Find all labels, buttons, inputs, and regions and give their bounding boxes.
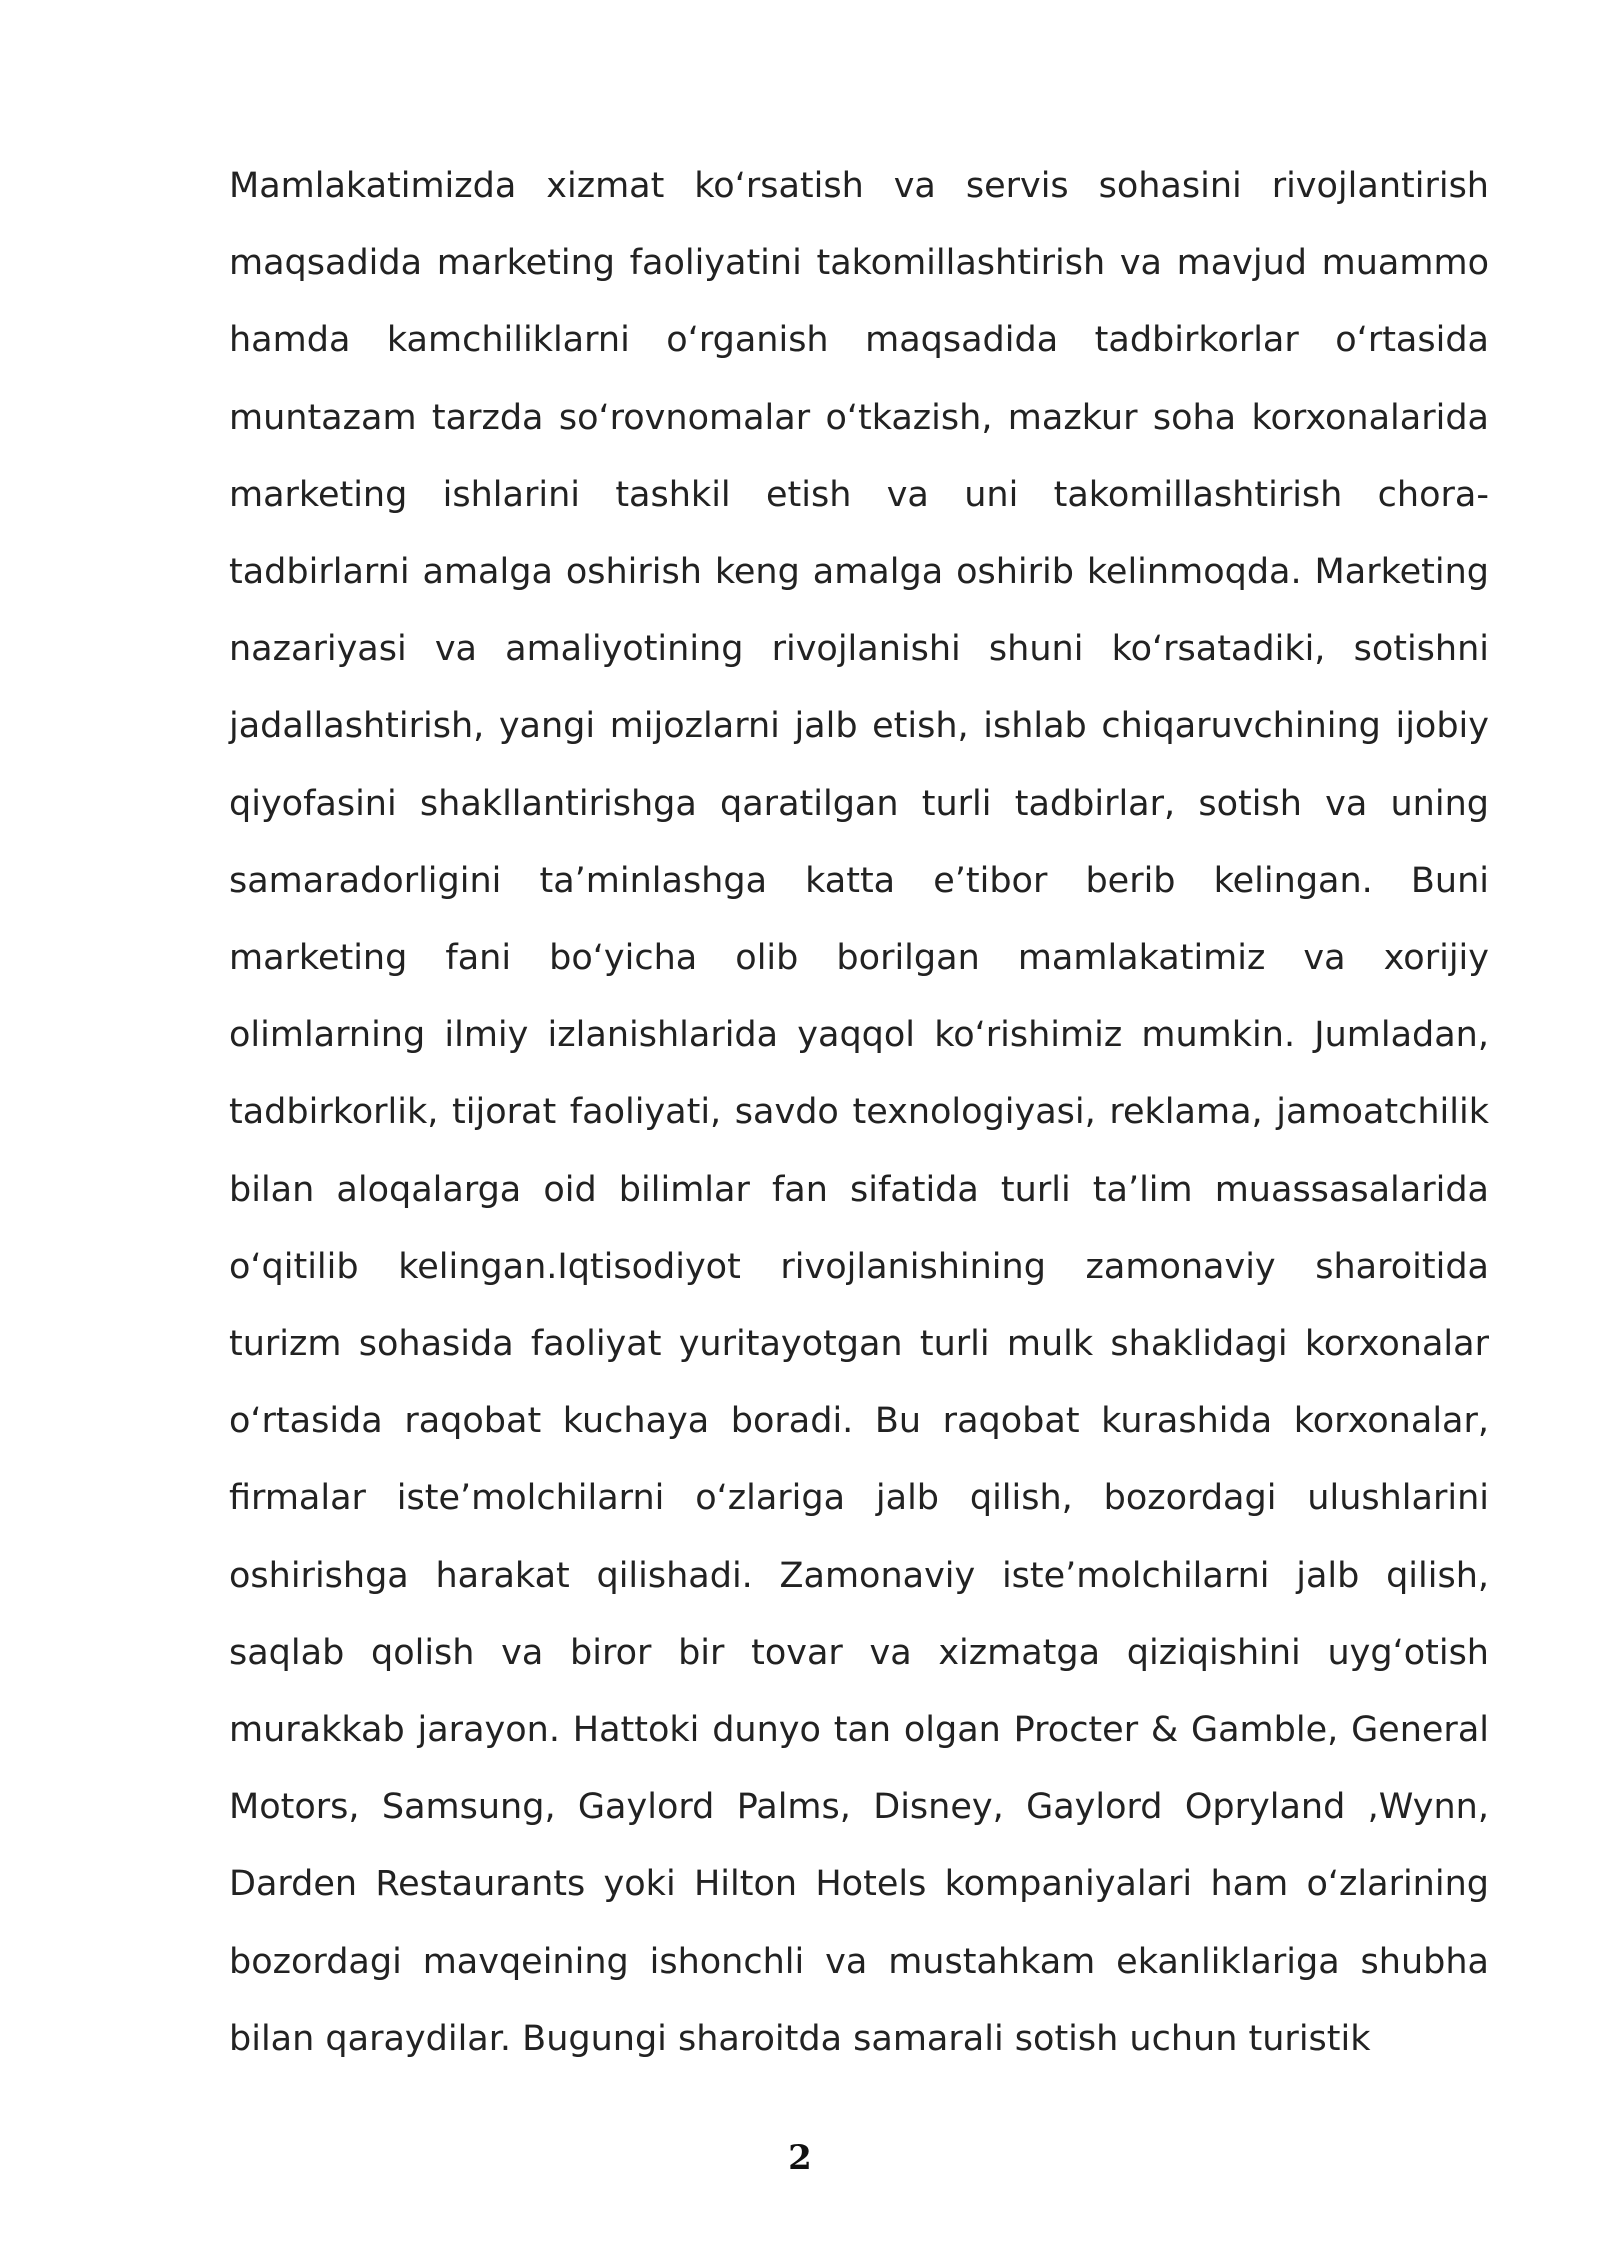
body-paragraph: Mamlakatimizda xizmat ko‘rsatish va servis sohasini rivojlantirish maqsadida marketing faoliyatini takomillashtirish va mavjud muammo hamda kamchiliklarni o‘rganish maqsadida tadbirkorlar o‘rtasida muntazam tarzda so‘rovnomalar o‘tkazish, mazkur soha korxonalarida marketing ishlarini tashkil etish va uni takomillashtirish chora-tadbirlarni amalga oshirish keng amalga oshirib kelinmoqda. Marketing nazariyasi va amaliyotining rivojlanishi shuni ko‘rsatadiki, sotishni jadallashtirish, yangi mijozlarni jalb etish, ishlab chiqaruvchining ijobiy qiyofasini shakllantirishga qaratilgan turli tadbirlar, sotish va uning samaradorligini ta’minlashga katta e’tibor berib kelingan. Buni marketing fani bo‘yicha olib borilgan mamlakatimiz va xorijiy olimlarning ilmiy izlanishlarida yaqqol ko‘rishimiz mumkin. Jumladan, tadbirkorlik, tijorat faoliyati, savdo texnologiyasi, reklama, jamoatchilik bilan aloqalarga oid bilimlar fan sifatida turli ta’lim muassasalarida o‘qitilib kelingan.Iqtisodiyot rivojlanishining zamonaviy sharoitida turizm sohasida faoliyat yuritayotgan turli mulk shaklidagi korxonalar o‘rtasida raqobat kuchaya boradi. Bu raqobat kurashida korxonalar, firmalar iste’molchilarni o‘zlariga jalb qilish, bozordagi ulushlarini oshirishga harakat qilishadi. Zamonaviy iste’molchilarni jalb qilish, saqlab qolish va biror bir tovar va xizmatga qiziqishini uyg‘otish murakkab jarayon. Hattoki dunyo tan olgan Procter & Gamble, General Motors, Samsung, Gaylord Palms, Disney, Gaylord Opryland ,Wynn, Darden Restaurants yoki Hilton Hotels kompaniyalari ham o‘zlarining bozordagi mavqeining ishonchli va mustahkam ekanliklariga shubha bilan qaraydilar. Bugungi sharoitda samarali sotish uchun turistik — [229, 166, 1489, 2059]
page-number: 2 — [788, 2138, 812, 2178]
